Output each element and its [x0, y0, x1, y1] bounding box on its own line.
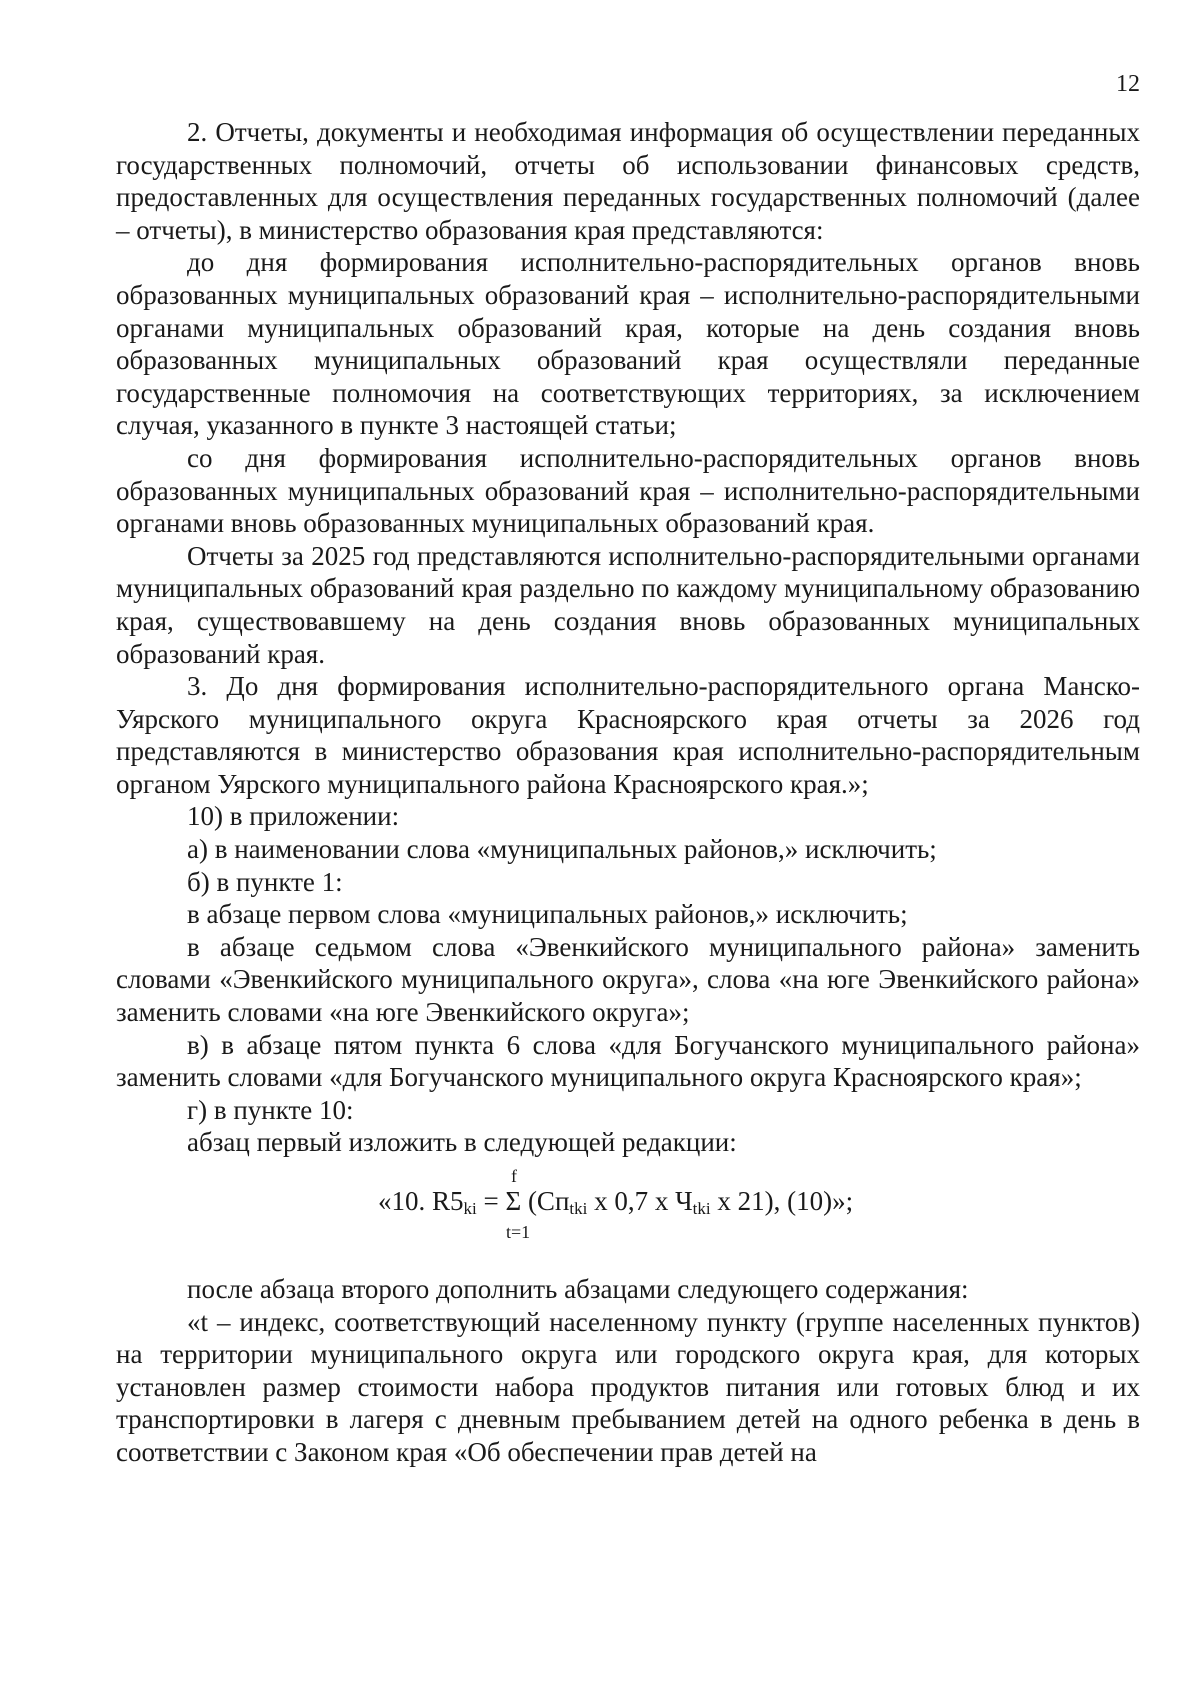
spacer: [116, 1249, 1140, 1273]
sum-upper-limit: f: [511, 1166, 517, 1186]
paragraph-index-t: «t – индекс, соответствующий населенному пункту (группе населенных пунктов) на территории муниципального округа или городского округа края, для которых установлен размер стоимости набора продуктов питания или готовых блюд и их транспортировки в лагеря с дневным пребыванием детей на одного ребенка в день в соответствии с Законом края «Об обеспечении прав детей на: [116, 1306, 1140, 1467]
paragraph-before-formation: до дня формирования исполнительно-распорядительных органов вновь образованных муниципальных образований края – исполнительно-распорядительными органами муниципальных образований края, которые на день создания вновь образованных муниципальных образований края осуществляли переданные государственные полномочия на соответствующих территориях, за исключением случая, указанного в пункте 3 настоящей статьи;: [116, 247, 1140, 441]
document-body: [116, 116, 1140, 1469]
paragraph-item-10: 10) в приложении:: [187, 801, 400, 832]
paragraph-first-abzac-new: абзац первый изложить в следующей редакции:: [187, 1127, 737, 1158]
paragraph-item-a: а) в наименовании слова «муниципальных районов,» исключить;: [187, 834, 937, 865]
paragraph-item-g: г) в пункте 10:: [187, 1094, 354, 1125]
formula-prefix: «10. R5: [378, 1186, 464, 1216]
paragraph-after-formation: со дня формирования исполнительно-распорядительных органов вновь образованных муниципальных образований края – исполнительно-распорядительными органами вновь образованных муниципальных образований края.: [116, 442, 1140, 539]
subscript-tki: tki: [569, 1199, 588, 1218]
paragraph-reports-intro: 2. Отчеты, документы и необходимая информация об осуществлении переданных государственных полномочий, отчеты об использовании финансовых средств, предоставленных для осуществления переданных государственных полномочий (далее – отчеты), в министерство образования края представляются:: [116, 117, 1140, 245]
sum-lower-limit: t=1: [506, 1222, 531, 1242]
paragraph-after-second-abzac: после абзаца второго дополнить абзацами следующего содержания:: [187, 1274, 969, 1304]
subscript-tki: tki: [692, 1199, 711, 1218]
formula-expression: [378, 1185, 853, 1217]
formula-r5: [116, 1166, 1140, 1242]
paragraph-first-abzac: в абзаце первом слова «муниципальных районов,» исключить;: [187, 899, 908, 930]
paragraph-seventh-abzac: в абзаце седьмом слова «Эвенкийского муниципального района» заменить словами «Эвенкийского муниципального округа», слова «на юге Эвенкийского района» заменить словами «на юге Эвенкийского округа»;: [116, 931, 1140, 1028]
subscript-ki: ki: [463, 1199, 477, 1218]
paragraph-item-b: б) в пункте 1:: [187, 866, 343, 897]
paragraph-item-3: 3. До дня формирования исполнительно-распорядительного органа Манско-Уярского муниципального округа Красноярского края отчеты за 2026 год представляются в министерство образования края исполнительно-распорядительным органом Уярского муниципального района Красноярского края.»;: [116, 671, 1140, 799]
formula-middle: х 0,7 х Ч: [587, 1186, 693, 1216]
paragraph-reports-2025: Отчеты за 2025 год представляются исполнительно-распорядительными органами муниципальных образований края раздельно по каждому муниципальному образованию края, существовавшему на день создания вновь образованных муниципальных образований края.: [116, 540, 1140, 669]
paragraph-item-v: в) в абзаце пятом пункта 6 слова «для Богучанского муниципального района» заменить словами «для Богучанского муниципального округа Красноярского края»;: [116, 1029, 1140, 1093]
formula-sum: = Σ (Сп: [476, 1186, 570, 1216]
page-number: 12: [1116, 71, 1140, 97]
formula-suffix: х 21), (10)»;: [710, 1186, 854, 1216]
